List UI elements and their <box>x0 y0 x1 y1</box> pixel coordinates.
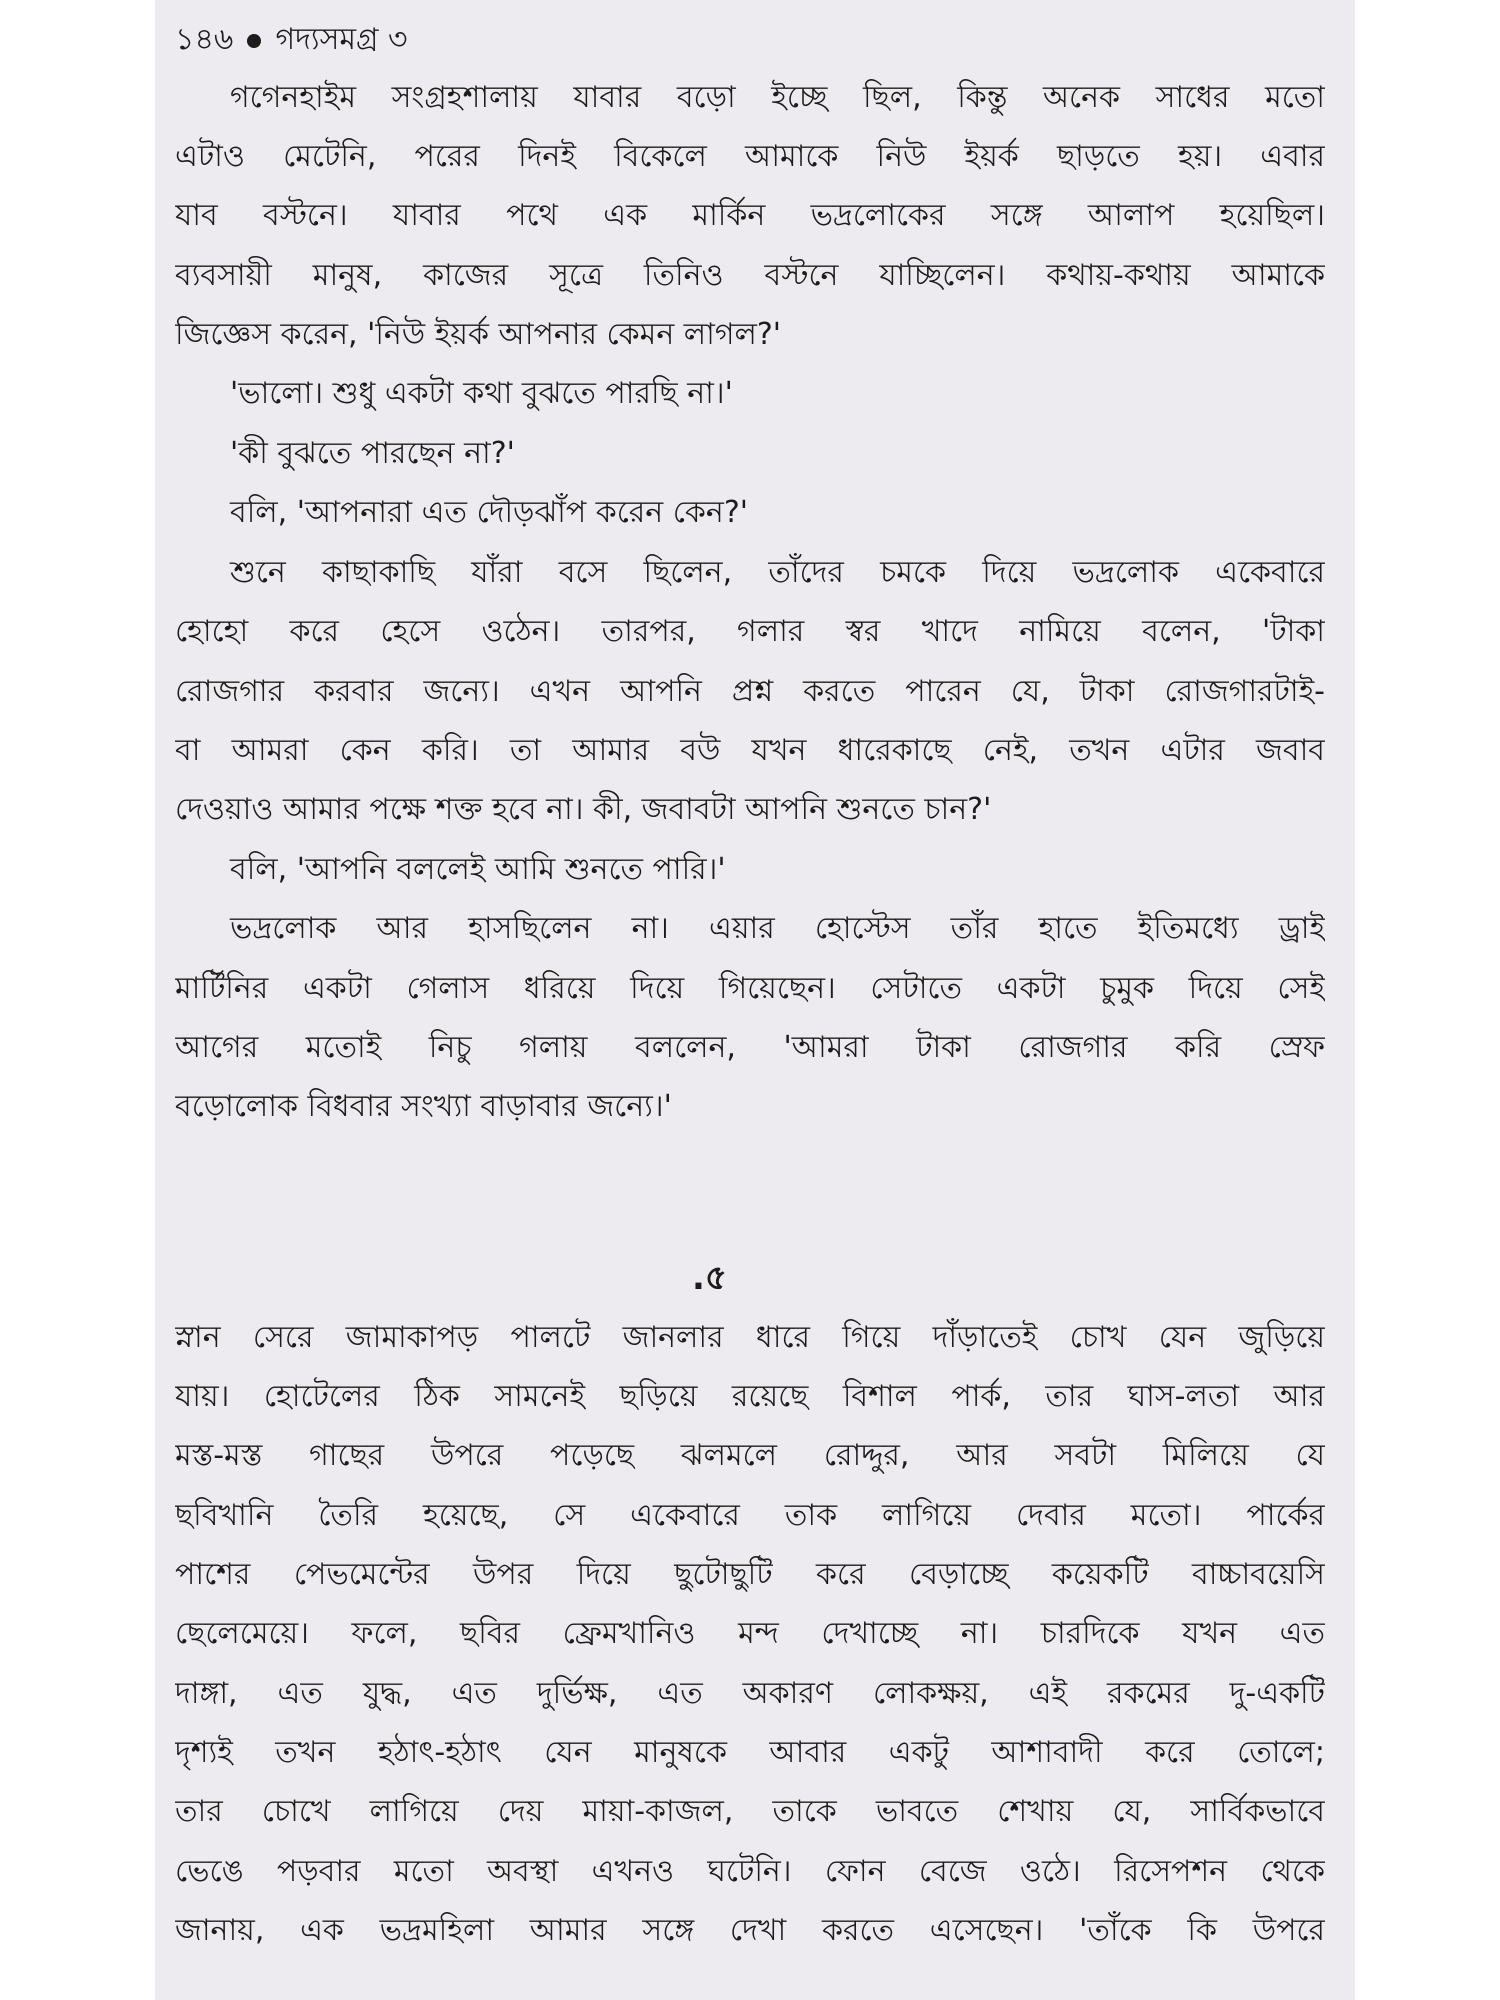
text-line: 'কী বুঝতে পারছেন না?' <box>230 436 515 471</box>
text-line: ভদ্রলোক আর হাসছিলেন না। এয়ার হোস্টেস তাঁর হাতে ইতিমধ্যে ড্রাই <box>230 911 1325 946</box>
text-line: ছেলেমেয়ে। ফলে, ছবির ফ্রেমখানিও মন্দ দেখাচ্ছে না। চারদিকে যখন এত <box>175 1616 1325 1651</box>
text-line: শুনে কাছাকাছি যাঁরা বসে ছিলেন, তাঁদের চমকে দিয়ে ভদ্রলোক একেবারে <box>230 555 1325 590</box>
text-line: গগেনহাইম সংগ্রহশালায় যাবার বড়ো ইচ্ছে ছিল, কিন্তু অনেক সাধের মতো <box>230 80 1325 115</box>
text-line: জিজ্ঞেস করেন, 'নিউ ইয়র্ক আপনার কেমন লাগল?' <box>175 317 782 352</box>
text-line: তার চোখে লাগিয়ে দেয় মায়া-কাজল, তাকে ভাবতে শেখায় যে, সার্বিকভাবে <box>175 1794 1325 1829</box>
text-line: বা আমরা কেন করি। তা আমার বউ যখন ধারেকাছে নেই, তখন এটার জবাব <box>175 733 1325 768</box>
running-header <box>175 20 408 60</box>
text-line: দেওয়াও আমার পক্ষে শক্ত হবে না। কী, জবাবটা আপনি শুনতে চান?' <box>175 792 992 827</box>
text-line: মার্টিনির একটা গেলাস ধরিয়ে দিয়ে গিয়েছেন। সেটাতে একটা চুমুক দিয়ে সেই <box>175 971 1325 1006</box>
text-line: মস্ত-মস্ত গাছের উপরে পড়েছে ঝলমলে রোদ্দুর, আর সবটা মিলিয়ে যে <box>175 1438 1325 1473</box>
text-line: যাব বস্টনে। যাবার পথে এক মার্কিন ভদ্রলোকের সঙ্গে আলাপ হয়েছিল। <box>175 198 1325 233</box>
text-line: হোহো করে হেসে ওঠেন। তারপর, গলার স্বর খাদে নামিয়ে বলেন, 'টাকা <box>175 614 1325 649</box>
text-line: পাশের পেভমেন্টের উপর দিয়ে ছুটোছুটি করে বেড়াচ্ছে কয়েকটি বাচ্চাবয়েসি <box>175 1557 1325 1592</box>
text-line: দৃশ্যই তখন হঠাৎ-হঠাৎ যেন মানুষকে আবার একটু আশাবাদী করে তোলে; <box>175 1735 1325 1770</box>
text-line: ব্যবসায়ী মানুষ, কাজের সূত্রে তিনিও বস্টনে যাচ্ছিলেন। কথায়-কথায় আমাকে <box>175 258 1325 293</box>
text-line: আগের মতোই নিচু গলায় বললেন, 'আমরা টাকা রোজগার করি স্রেফ <box>175 1030 1325 1065</box>
text-line: রোজগার করবার জন্যে। এখন আপনি প্রশ্ন করতে পারেন যে, টাকা রোজগারটাই- <box>175 674 1325 709</box>
section-number: .৫ <box>692 1258 727 1298</box>
text-line: যায়। হোটেলের ঠিক সামনেই ছড়িয়ে রয়েছে বিশাল পার্ক, তার ঘাস-লতা আর <box>175 1379 1325 1414</box>
text-line: দাঙ্গা, এত যুদ্ধ, এত দুর্ভিক্ষ, এত অকারণ লোকক্ষয়, এই রকমের দু-একটি <box>175 1676 1325 1711</box>
text-line: 'ভালো। শুধু একটা কথা বুঝতে পারছি না।' <box>230 376 733 411</box>
text-line: ছবিখানি তৈরি হয়েছে, সে একেবারে তাক লাগিয়ে দেবার মতো। পার্কের <box>175 1498 1325 1533</box>
text-line: জানায়, এক ভদ্রমহিলা আমার সঙ্গে দেখা করতে এসেছেন। 'তাঁকে কি উপরে <box>175 1913 1325 1948</box>
text-line: বলি, 'আপনি বললেই আমি শুনতে পারি।' <box>230 852 726 887</box>
text-line: ভেঙে পড়বার মতো অবস্থা এখনও ঘটেনি। ফোন বেজে ওঠে। রিসেপশন থেকে <box>175 1854 1325 1889</box>
text-line: বড়োলোক বিধবার সংখ্যা বাড়াবার জন্যে।' <box>175 1089 672 1124</box>
text-line: এটাও মেটেনি, পরের দিনই বিকেলে আমাকে নিউ ইয়র্ক ছাড়তে হয়। এবার <box>175 139 1325 174</box>
book-title: গদ্যসমগ্র ৩ <box>275 22 408 57</box>
page-number: ১৪৬ <box>175 22 234 57</box>
text-line: বলি, 'আপনারা এত দৌড়ঝাঁপ করেন কেন?' <box>230 495 748 530</box>
text-line: স্নান সেরে জামাকাপড় পালটে জানলার ধারে গিয়ে দাঁড়াতেই চোখ যেন জুড়িয়ে <box>175 1320 1325 1355</box>
bullet-separator <box>247 34 261 48</box>
